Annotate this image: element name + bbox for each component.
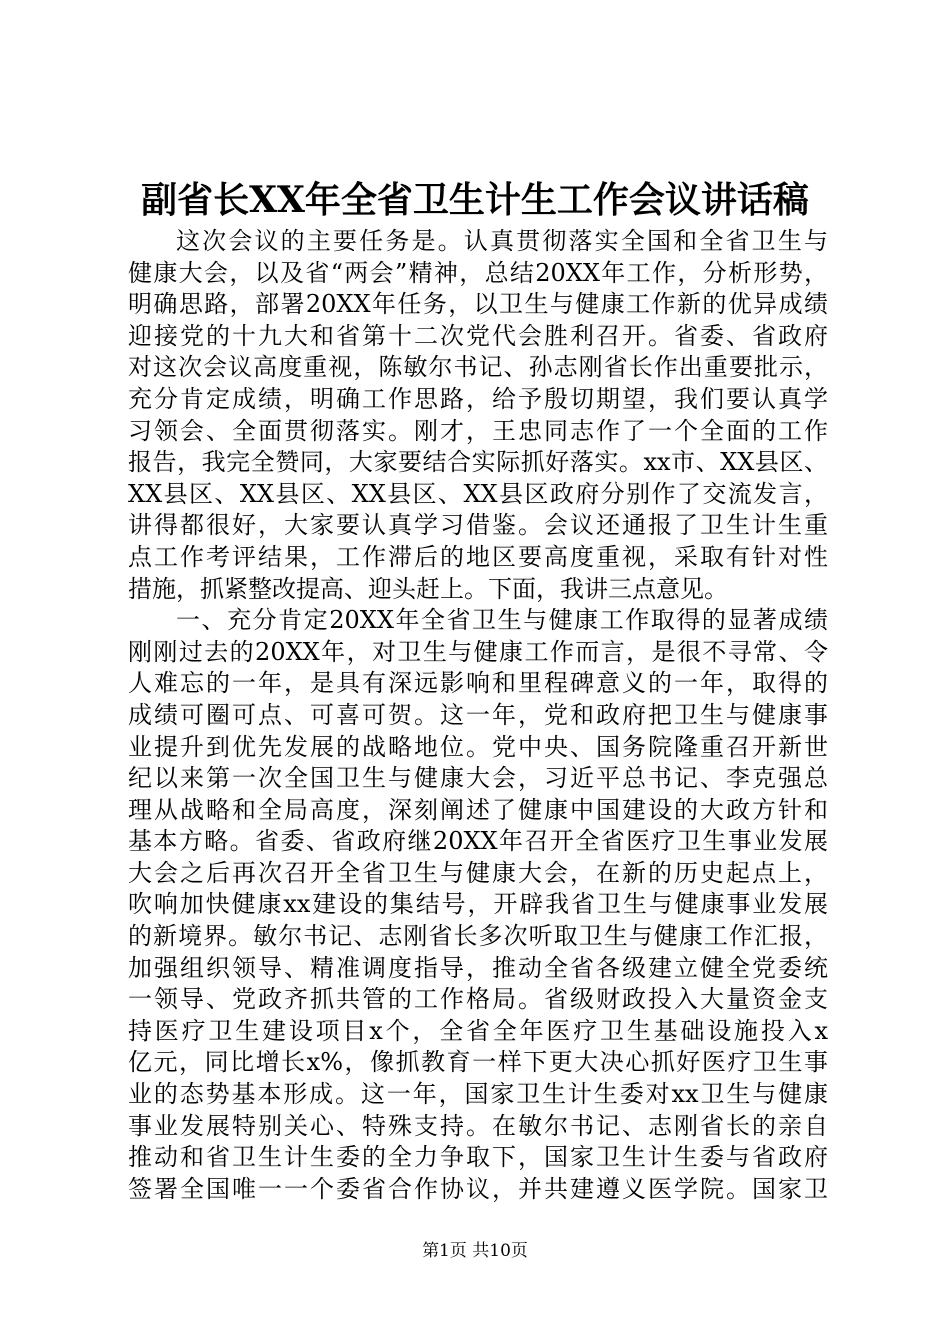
text-line: 刚刚过去的20XX年，对卫生与健康工作而言，是很不寻常、令: [128, 637, 828, 666]
text-line: 基本方略。省委、省政府继20XX年召开全省医疗卫生事业发展: [128, 827, 828, 856]
text-line: 推动和省卫生计生委的全力争取下，国家卫生计生委与省政府: [128, 1143, 828, 1172]
section-heading: 一、充分肯定20XX年全省卫生与健康工作取得的显著成绩: [176, 606, 828, 635]
text-line: 报告，我完全赞同，大家要结合实际抓好落实。xx市、XX县区、: [128, 448, 828, 477]
text-line: 充分肯定成绩，明确工作思路，给予殷切期望，我们要认真学: [128, 384, 828, 413]
text-line: 加强组织领导、精准调度指导，推动全省各级建立健全党委统: [128, 953, 828, 982]
text-line: 习领会、全面贯彻落实。刚才，王忠同志作了一个全面的工作: [128, 416, 828, 445]
text-line: 点工作考评结果，工作滞后的地区要高度重视，采取有针对性: [128, 542, 828, 571]
text-line: 讲得都很好，大家要认真学习借鉴。会议还通报了卫生计生重: [128, 511, 828, 540]
text-line: 亿元，同比增长x%，像抓教育一样下更大决心抓好医疗卫生事: [128, 1048, 828, 1077]
text-line: 签署全国唯一一个委省合作协议，并共建遵义医学院。国家卫: [128, 1174, 828, 1203]
text-line: 措施，抓紧整改提高、迎头赶上。下面，我讲三点意见。: [128, 574, 728, 603]
text-line: 纪以来第一次全国卫生与健康大会，习近平总书记、李克强总: [128, 764, 828, 793]
page-footer: 第1页 共10页: [422, 1241, 528, 1261]
text-line: 持医疗卫生建设项目x个，全省全年医疗卫生基础设施投入x: [128, 1016, 828, 1045]
text-line: XX县区、XX县区、XX县区、XX县区政府分别作了交流发言，: [128, 479, 828, 508]
page-title: 副省长XX年全省卫生计生工作会议讲话稿: [141, 179, 809, 221]
text-line: 理从战略和全局高度，深刻阐述了健康中国建设的大政方针和: [128, 795, 828, 824]
document-body: [128, 226, 828, 1205]
text-line: 业的态势基本形成。这一年，国家卫生计生委对xx卫生与健康: [128, 1080, 828, 1109]
text-line: 成绩可圈可点、可喜可贺。这一年，党和政府把卫生与健康事: [128, 700, 828, 729]
text-line: 一领导、党政齐抓共管的工作格局。省级财政投入大量资金支: [128, 985, 828, 1014]
text-line: 对这次会议高度重视，陈敏尔书记、孙志刚省长作出重要批示，: [128, 353, 828, 382]
text-line: 健康大会，以及省“两会”精神，总结20XX年工作，分析形势，: [128, 258, 828, 287]
text-line: 人难忘的一年，是具有深远影响和里程碑意义的一年，取得的: [128, 669, 828, 698]
text-line: 的新境界。敏尔书记、志刚省长多次听取卫生与健康工作汇报，: [128, 922, 828, 951]
text-line: 这次会议的主要任务是。认真贯彻落实全国和全省卫生与: [176, 227, 828, 255]
text-line: 大会之后再次召开全省卫生与健康大会，在新的历史起点上，: [128, 858, 828, 887]
text-line: 迎接党的十九大和省第十二次党代会胜利召开。省委、省政府: [128, 321, 828, 350]
text-line: 业提升到优先发展的战略地位。党中央、国务院隆重召开新世: [128, 732, 828, 761]
text-line: 吹响加快健康xx建设的集结号，开辟我省卫生与健康事业发展: [128, 890, 828, 919]
text-line: 明确思路，部署20XX年任务，以卫生与健康工作新的优异成绩: [128, 290, 828, 319]
text-line: 事业发展特别关心、特殊支持。在敏尔书记、志刚省长的亲自: [128, 1111, 828, 1140]
